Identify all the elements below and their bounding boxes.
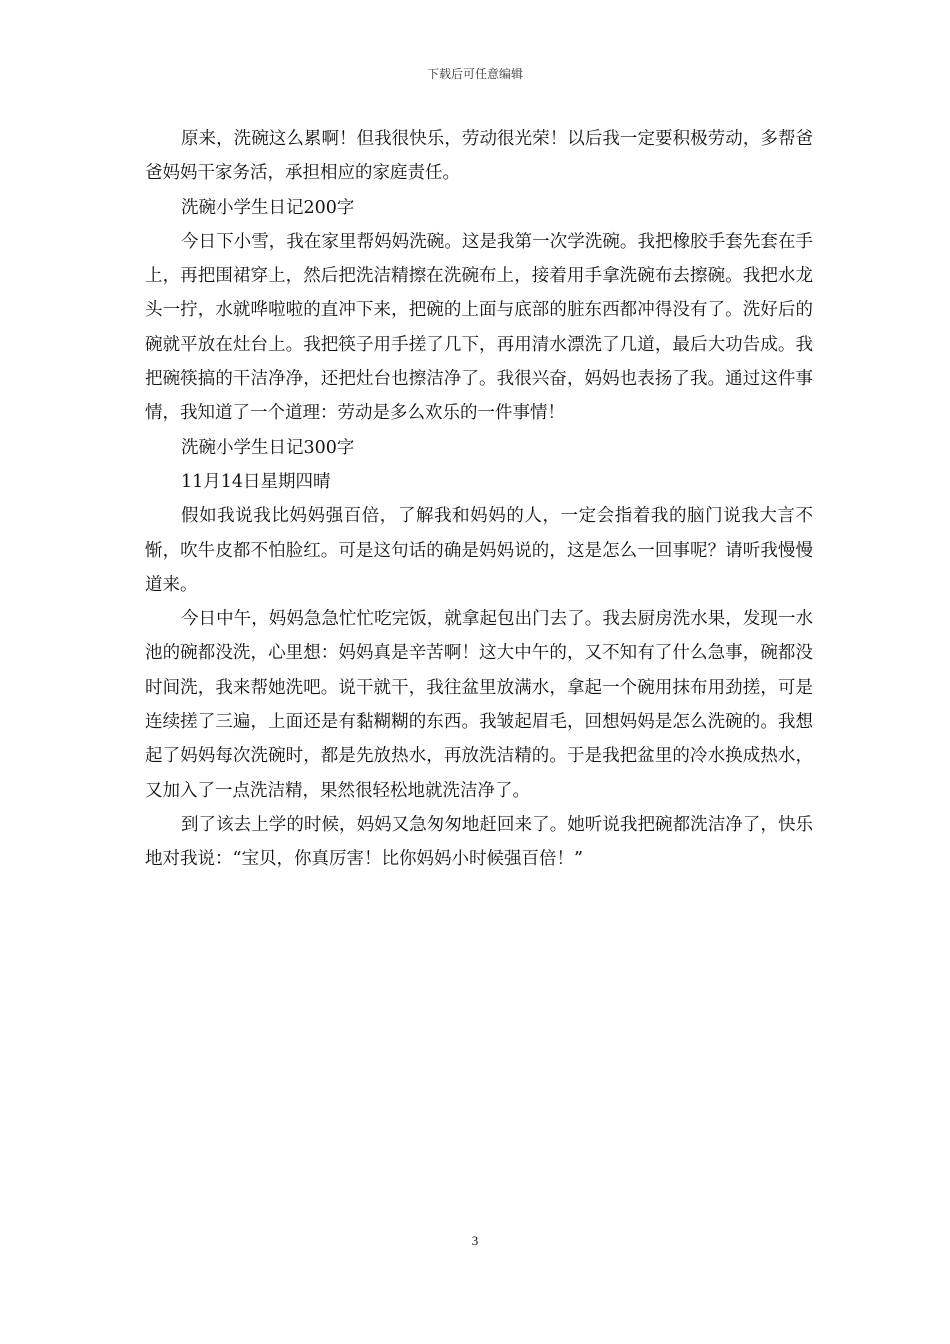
- diary-date-line: 11月14日星期四晴: [181, 471, 331, 492]
- paragraph-diary-300-ending: 到了该去上学的时候，妈妈又急匆匆地赶回来了。她听说我把碗都洗洁净了，快乐地对我说：“宝贝，你真厉害！比你妈妈小时候强百倍！”: [145, 814, 813, 870]
- section-heading-300: 洗碗小学生日记300字: [181, 437, 355, 458]
- paragraph-diary-300-story: 今日中午，妈妈急急忙忙吃完饭，就拿起包出门去了。我去厨房洗水果，发现一水池的碗都没洗，心里想：妈妈真是辛苦啊！这大中午的，又不知有了什么急事，碗都没时间洗，我来帮她洗吧。说干就干，我往盆里放满水，拿起一个碗用抹布用劲搓，可是连续搓了三遍，上面还是有黏糊糊的东西。我皱起眉毛，回想妈妈是怎么洗碗的。我想起了妈妈每次洗碗时，都是先放热水，再放洗洁精的。于是我把盆里的冷水换成热水，又加入了一点洗洁精，果然很轻松地就洗洁净了。: [145, 609, 813, 801]
- paragraph-diary-300-intro: 假如我说我比妈妈强百倍，了解我和妈妈的人，一定会指着我的脑门说我大言不惭，吹牛皮都不怕脸红。可是这句话的确是妈妈说的，这是怎么一回事呢？请听我慢慢道来。: [145, 506, 813, 595]
- page-number: 3: [471, 1233, 479, 1248]
- document-body: [145, 122, 813, 877]
- section-heading-200: 洗碗小学生日记200字: [181, 197, 355, 218]
- paragraph-closing: 原来，洗碗这么累啊！但我很快乐，劳动很光荣！以后我一定要积极劳动，多帮爸爸妈妈干家务活，承担相应的家庭责任。: [145, 129, 813, 184]
- paragraph-diary-200: 今日下小雪，我在家里帮妈妈洗碗。这是我第一次学洗碗。我把橡胶手套先套在手上，再把围裙穿上，然后把洗洁精擦在洗碗布上，接着用手拿洗碗布去擦碗。我把水龙头一拧，水就哗啦啦的直冲下来，把碗的上面与底部的脏东西都冲得没有了。洗好后的碗就平放在灶台上。我把筷子用手搓了几下，再用清水漂洗了几道，最后大功告成。我把碗筷搞的干洁净净，还把灶台也擦洁净了。我很兴奋，妈妈也表扬了我。通过这件事情，我知道了一个道理：劳动是多么欢乐的一件事情！: [145, 231, 813, 424]
- page-header: 下载后可任意编辑: [426, 67, 523, 81]
